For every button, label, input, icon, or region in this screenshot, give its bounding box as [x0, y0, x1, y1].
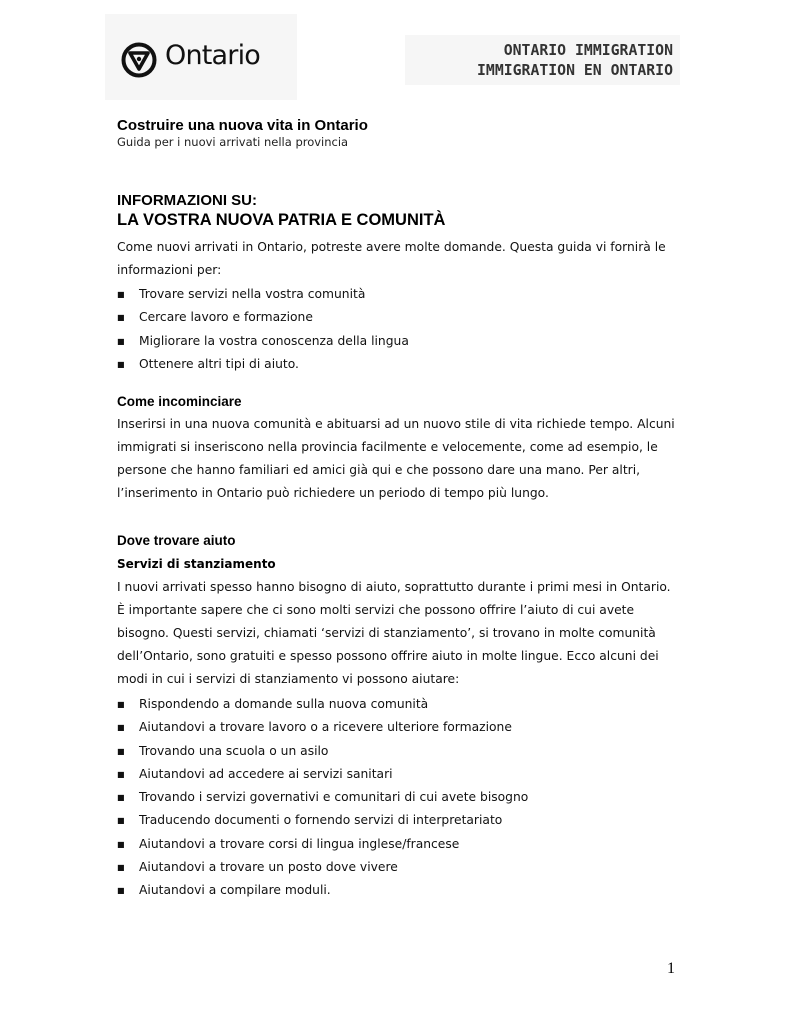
list-item: ■ Aiutandovi ad accedere ai servizi sanitari [117, 763, 528, 786]
settlement-bullet-list [117, 693, 528, 903]
document-title: Costruire una nuova vita in Ontario [117, 117, 368, 134]
bullet-icon: ■ [117, 359, 125, 369]
list-item: ■ Trovando una scuola o un asilo [117, 740, 528, 763]
list-item: ■ Aiutandovi a trovare corsi di lingua inglese/francese [117, 833, 528, 856]
bullet-icon: ■ [117, 723, 125, 733]
bullet-icon: ■ [117, 336, 125, 346]
list-item: ■ Aiutandovi a trovare un posto dove vivere [117, 856, 528, 879]
list-item: ■ Cercare lavoro e formazione [117, 306, 409, 329]
immigration-banner-fr: IMMIGRATION EN ONTARIO [477, 62, 673, 79]
settlement-services-subheading: Servizi di stanziamento [117, 557, 276, 571]
document-subtitle: Guida per i nuovi arrivati nella provincia [117, 135, 349, 149]
settlement-paragraph: I nuovi arrivati spesso hanno bisogno di aiuto, soprattutto durante i primi mesi in Ontario. È importante sapere che ci sono molti servizi che possono offrire l’aiuto di cui avete bisogno. Questi servizi, chiamati ‘servizi di stanziamento’, si trovano in molte comunità dell’Ontario, sono gratuiti e spesso possono offrire aiuto in molte lingue. Ecco alcuni dei modi in cui i servizi di stanziamento vi possono aiutare: [117, 580, 671, 686]
page-number: 1 [667, 960, 675, 977]
list-item: ■ Trovando i servizi governativi e comunitari di cui avete bisogno [117, 786, 528, 809]
section-label: INFORMAZIONI SU: [117, 192, 257, 209]
bullet-icon: ■ [117, 886, 125, 896]
list-item: ■ Trovare servizi nella vostra comunità [117, 283, 409, 306]
getting-started-heading: Come incominciare [117, 394, 242, 409]
bullet-icon: ■ [117, 769, 125, 779]
list-item: ■ Aiutandovi a compilare moduli. [117, 879, 528, 902]
bullet-icon: ■ [117, 816, 125, 826]
bullet-icon: ■ [117, 863, 125, 873]
immigration-banner-en: ONTARIO IMMIGRATION [503, 42, 673, 59]
list-item: ■ Rispondendo a domande sulla nuova comunità [117, 693, 528, 716]
bullet-icon: ■ [117, 290, 125, 299]
list-item: ■ Traducendo documenti o fornendo servizi di interpretariato [117, 809, 528, 832]
bullet-icon: ■ [117, 700, 125, 709]
intro-bullet-list [117, 283, 409, 376]
section-heading: LA VOSTRA NUOVA PATRIA E COMUNITÀ [117, 211, 446, 229]
ontario-trillium-icon [121, 42, 157, 78]
bullet-icon: ■ [117, 746, 125, 756]
intro-paragraph: Come nuovi arrivati in Ontario, potreste avere molte domande. Questa guida vi fornirà le informazioni per: [117, 240, 666, 277]
list-item: ■ Migliorare la vostra conoscenza della lingua [117, 330, 409, 353]
bullet-icon: ■ [117, 793, 125, 803]
bullet-icon: ■ [117, 313, 125, 323]
where-help-heading: Dove trovare aiuto [117, 533, 236, 548]
bullet-icon: ■ [117, 839, 125, 849]
getting-started-paragraph: Inserirsi in una nuova comunità e abituarsi ad un nuovo stile di vita richiede tempo. Alcuni immigrati si inseriscono nella provincia facilmente e velocemente, come ad esempio, le persone che hanno familiari ed amici già qui e che possono dare una mano. Per altri, l’inserimento in Ontario può richiedere un periodo di tempo più lungo. [117, 417, 675, 500]
ontario-logo-text: Ontario [165, 40, 261, 71]
list-item: ■ Ottenere altri tipi di aiuto. [117, 353, 409, 376]
list-item: ■ Aiutandovi a trovare lavoro o a ricevere ulteriore formazione [117, 716, 528, 739]
